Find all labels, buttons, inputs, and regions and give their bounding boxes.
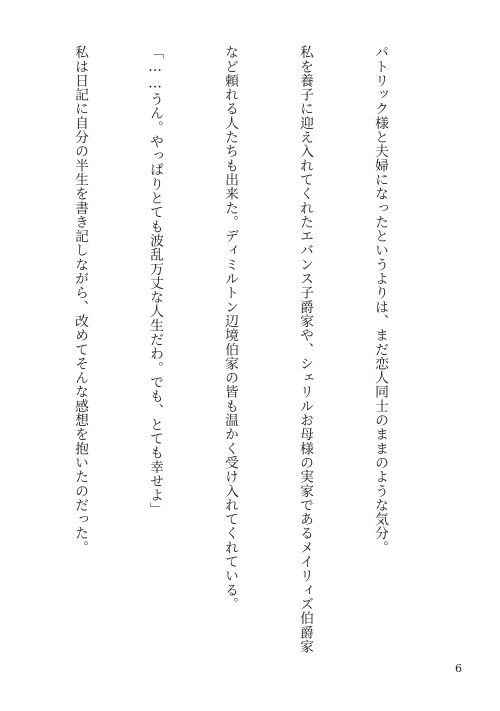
text-line: 私は日記に自分の半生を書き記しながら、改めてそんな感想を抱いたのだった。 [72, 45, 88, 555]
text-line: など頼れる人たちも出来た。ディミルトン辺境伯家の皆も温かく受け入れてくれている。 [222, 45, 238, 611]
text-line: 「……うん。やっぱりとても波乱万丈な人生だわ。でも、とても幸せよ」 [147, 45, 163, 517]
text-line: 私を養子に迎え入れてくれたエバンス子爵家や、シェリルお母様の実家であるメイリィズ伯爵家 [297, 45, 313, 654]
paragraph-break [0, 45, 17, 605]
page-number: 6 [455, 662, 462, 675]
text-line: パトリック様と夫婦になったというよりは、まだ恋人同士のままのような気分。 [372, 45, 388, 555]
vertical-text-body [42, 45, 442, 654]
